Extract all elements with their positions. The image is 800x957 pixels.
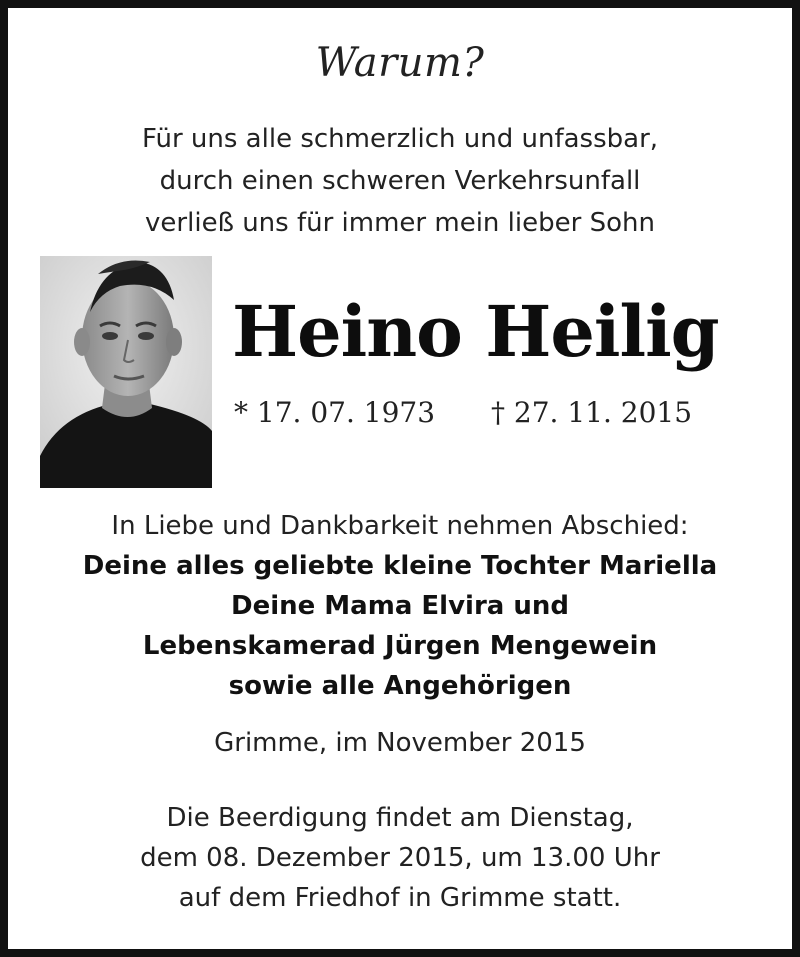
death-date: † 27. 11. 2015: [491, 396, 693, 429]
heading: Warum?: [315, 40, 485, 86]
mourner-line: Lebenskamerad Jürgen Mengewein: [142, 631, 658, 661]
mourner-line: Deine alles geliebte kleine Tochter Mariella: [82, 551, 718, 581]
intro-line: durch einen schweren Verkehrsunfall: [159, 166, 641, 196]
intro-line: Für uns alle schmerzlich und unfassbar,: [141, 124, 659, 154]
life-dates: [234, 396, 692, 429]
birth-date: * 17. 07. 1973: [234, 396, 436, 429]
mourner-line: sowie alle Angehörigen: [228, 671, 572, 701]
portrait-photo: [40, 256, 212, 488]
funeral-line: dem 08. Dezember 2015, um 13.00 Uhr: [140, 843, 660, 873]
farewell-intro: In Liebe und Dankbarkeit nehmen Abschied:: [111, 511, 689, 541]
funeral-info: [8, 798, 792, 918]
funeral-line: auf dem Friedhof in Grimme statt.: [178, 883, 622, 913]
portrait-icon: [40, 256, 212, 488]
intro-text: [8, 118, 792, 244]
mourner-line: Deine Mama Elvira und: [230, 591, 569, 621]
intro-line: verließ uns für immer mein lieber Sohn: [145, 208, 655, 238]
funeral-line: Die Beerdigung findet am Dienstag,: [166, 803, 634, 833]
deceased-name: Heino Heilig: [232, 290, 719, 373]
place-date: Grimme, im November 2015: [214, 728, 586, 758]
mourners-list: [8, 546, 792, 706]
